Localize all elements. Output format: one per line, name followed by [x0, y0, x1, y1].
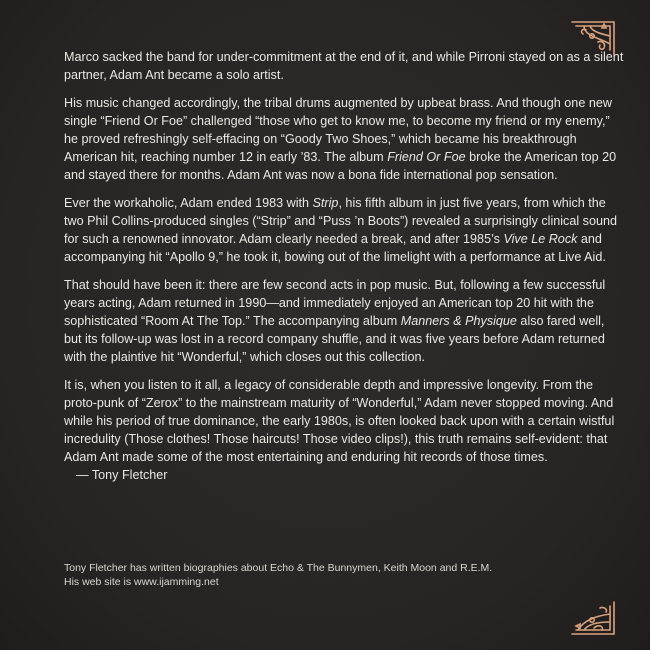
- author-note-website: His web site is www.ijamming.net: [64, 576, 219, 588]
- essay-paragraph: [64, 276, 624, 366]
- paragraph-text: and accompanying hit “Apollo 9,” he took it, bowing out of the limelight with a performance at Live Aid.: [64, 232, 606, 264]
- essay-paragraph: [64, 94, 624, 184]
- paragraph-text: It is, when you listen to it all, a legacy of considerable depth and impressive longevity. From the proto-punk of “Zerox” to the mainstream maturity of “Wonderful,” Adam never stopped moving. And while his period of true dominance, the early 1980s, is often looked back upon with a certain wistful incredulity (Those clothes! Those haircuts! Those video clips!), this truth remains self-evident: that Adam Ant made some of the most entertaining and enduring hit records of those times.: [64, 378, 615, 464]
- essay-paragraph: [64, 194, 624, 266]
- title-italic: Friend Or Foe: [387, 150, 466, 164]
- paragraph-text: also fared well, but its follow-up was lost in a record company shuffle, and it was five years before Adam returned with the plaintive hit “Wonderful,” which closes out this collection.: [64, 314, 605, 364]
- title-italic: Manners & Physique: [400, 314, 517, 328]
- author-note: [64, 561, 544, 589]
- author-byline: — Tony Fletcher: [76, 468, 168, 482]
- paragraph-text: His music changed accordingly, the tribal drums augmented by upbeat brass. And though one new single “Friend Or Foe” challenged “those who get to know me, to become my friend or my enemy,” he proved refreshingly self-effacing on “Goody Two Shoes,” which became his breakthrough American hit, reaching number 12 in early ’83. The album: [64, 96, 612, 164]
- essay-paragraph: [64, 48, 624, 84]
- corner-flourish-icon: [564, 594, 624, 640]
- title-italic: Vive Le Rock: [503, 232, 578, 246]
- paragraph-text: , his fifth album in just five years, from which the two Phil Collins-produced singles (“Strip” and “Puss ’n Boots”) revealed a surprisingly clinical sound for such a renowned innovator. Adam clearly needed a break, and after 1985’s: [64, 196, 617, 246]
- paragraph-text: broke the American top 20 and stayed there for months. Adam Ant was now a bona fide international pop sensation.: [64, 150, 617, 182]
- essay-paragraph: [64, 376, 624, 484]
- author-note-bio: Tony Fletcher has written biographies about Echo & The Bunnymen, Keith Moon and R.E.M.: [64, 562, 493, 574]
- paragraph-text: That should have been it: there are few second acts in pop music. But, following a few successful years acting, Adam returned in 1990—and immediately enjoyed an American top 20 hit with the sophisticated “Room At The Top.” The accompanying album: [64, 278, 606, 328]
- paragraph-text: Ever the workaholic, Adam ended 1983 with: [64, 196, 313, 210]
- essay-body: [64, 48, 624, 494]
- title-italic: Strip: [312, 196, 339, 210]
- paragraph-text: Marco sacked the band for under-commitment at the end of it, and while Pirroni stayed on as a silent partner, Adam Ant became a solo artist.: [64, 50, 624, 82]
